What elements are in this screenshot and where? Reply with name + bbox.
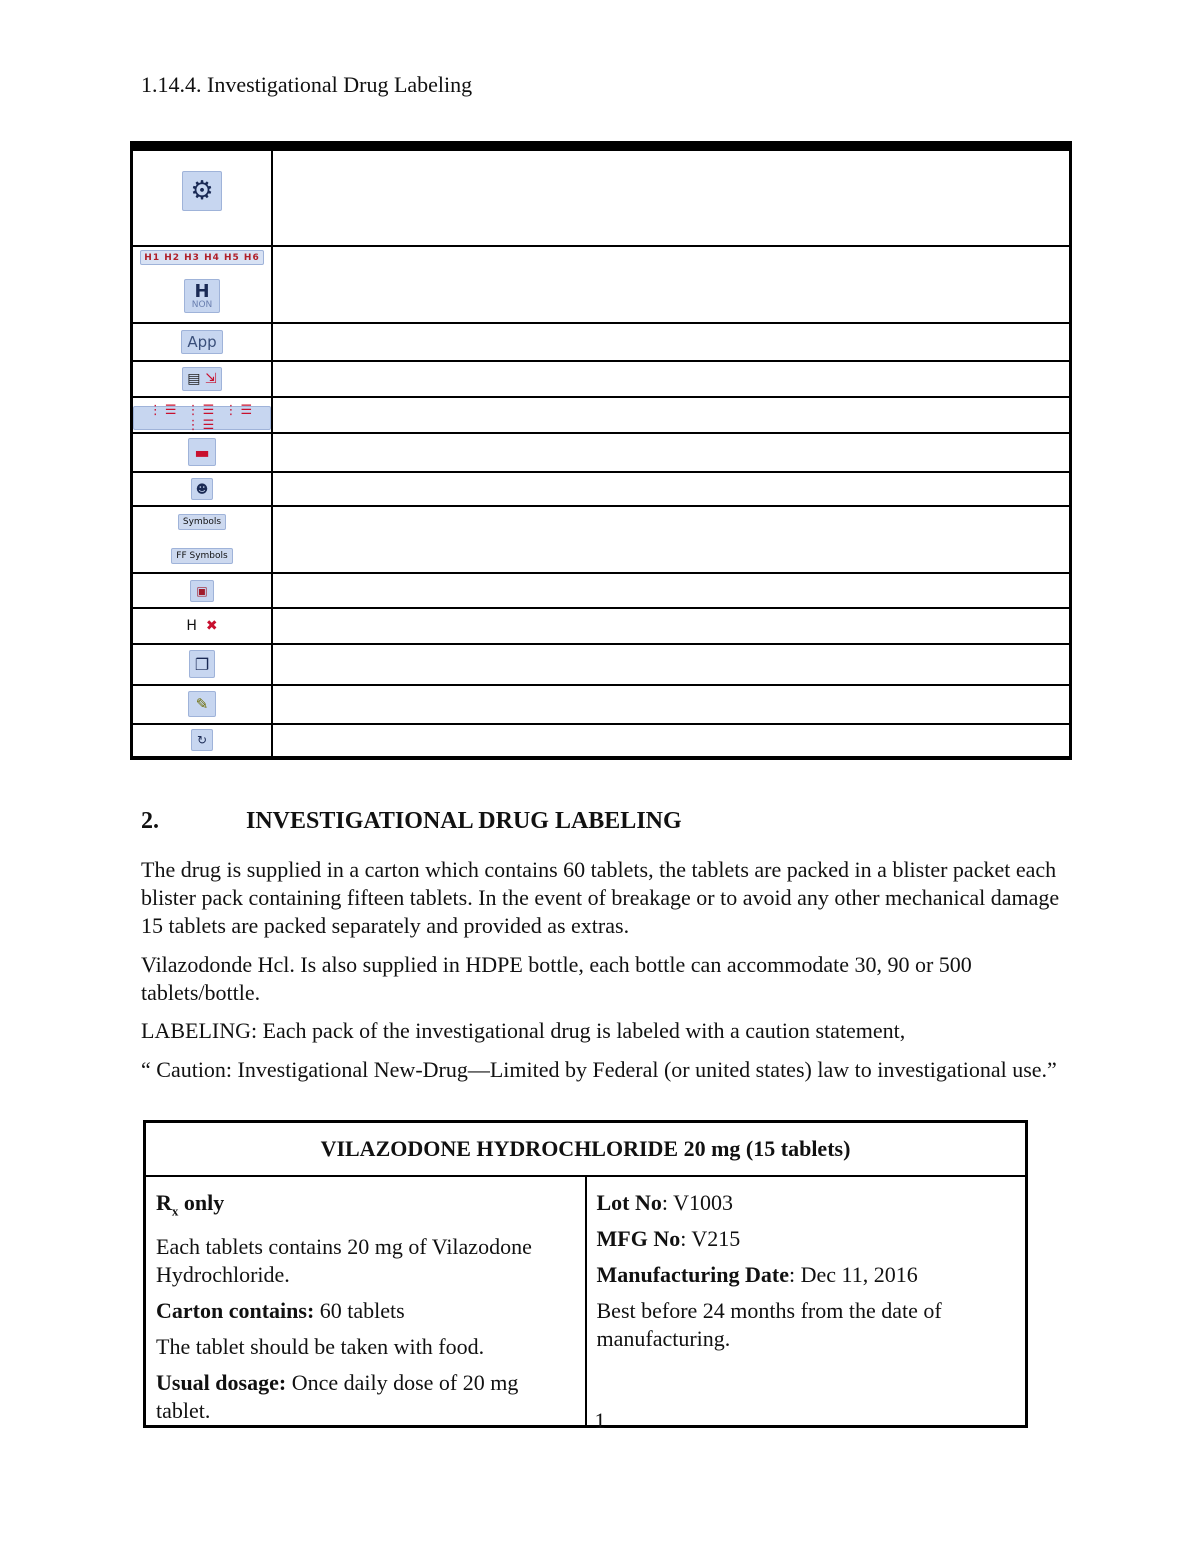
section-title: INVESTIGATIONAL DRUG LABELING [246, 808, 682, 834]
document-insert-icon: ▤ ⇲ [182, 367, 221, 391]
gears-icon: ⚙ [182, 171, 222, 211]
usual-dosage: Usual dosage: Once daily dose of 20 mg tablet. [156, 1370, 519, 1424]
clipboard-icon: ▣ [190, 580, 214, 602]
heading-levels-icon: H1 H2 H3 H4 H5 H6 [140, 250, 263, 265]
label-right-column [586, 1176, 1027, 1427]
page-title: 1.14.4. Investigational Drug Labeling [141, 72, 473, 97]
table-row [132, 361, 1071, 396]
icon-cell [132, 397, 273, 433]
remove-heading-icon: H ✖ [182, 616, 221, 636]
icon-cell [132, 146, 273, 246]
description-cell [272, 685, 1071, 723]
table-row [132, 397, 1071, 433]
table-row [132, 724, 1071, 758]
table-row [132, 146, 1071, 246]
label-title-row [145, 1122, 1027, 1177]
person-icon: ☻ [191, 478, 213, 500]
copy-pages-icon: ❐ [189, 650, 215, 678]
table-row [132, 644, 1071, 685]
rx-only: $R_x$ only [156, 1190, 225, 1219]
page-number: 1 [594, 1408, 606, 1433]
description-cell [272, 146, 1071, 246]
icon-cell [132, 361, 273, 396]
icon-cell [132, 246, 273, 323]
description-cell [272, 397, 1071, 433]
table-row [132, 608, 1071, 643]
description-cell [272, 644, 1071, 685]
description-cell [272, 573, 1071, 608]
heading-non-icon: H NON [184, 279, 220, 313]
icon-cell [132, 608, 273, 643]
description-cell [272, 361, 1071, 396]
app-icon: App [181, 330, 222, 354]
description-cell [272, 433, 1071, 471]
toolbar-icon-table [130, 141, 1072, 760]
section-heading [141, 808, 682, 835]
food-note: The tablet should be taken with food. [156, 1334, 485, 1360]
table-row [132, 433, 1071, 471]
label-title: VILAZODONE HYDROCHLORIDE 20 mg (15 tablets) [145, 1122, 1027, 1177]
symbols-icon: Symbols [178, 514, 226, 530]
icon-cell [132, 472, 273, 506]
manufacturing-date: Manufacturing Date: Dec 11, 2016 [596, 1262, 918, 1287]
carton-contains: Carton contains: 60 tablets [156, 1298, 405, 1324]
icon-cell [132, 724, 273, 758]
icon-cell [132, 573, 273, 608]
icon-cell [132, 685, 273, 723]
description-cell [272, 246, 1071, 323]
label-body-row [145, 1176, 1027, 1427]
icon-cell [132, 644, 273, 685]
description-cell [272, 724, 1071, 758]
description-cell [272, 506, 1071, 573]
label-left-column [145, 1176, 586, 1427]
each-tablet-text: Each tablets contains 20 mg of Vilazodone Hydrochloride. [156, 1234, 532, 1288]
table-row [132, 573, 1071, 608]
list-styles-icon: ⋮☰ ⋮☰ ⋮☰ ⋮☰ [133, 406, 271, 430]
mfg-number: MFG No: V215 [596, 1226, 741, 1251]
table-row [132, 323, 1071, 361]
description-cell [272, 608, 1071, 643]
icon-cell [132, 433, 273, 471]
lot-number: Lot No: V1003 [596, 1190, 733, 1215]
drug-label [143, 1120, 1028, 1428]
table-row [132, 506, 1071, 573]
paragraph-bottle: Vilazodonde Hcl. Is also supplied in HDPE bottle, each bottle can accommodate 30, 90 or 500 tablets/bottle. [141, 952, 972, 1005]
description-cell [272, 323, 1071, 361]
ff-symbols-icon: FF Symbols [171, 548, 232, 564]
table-row [132, 472, 1071, 506]
section-number: 2. [141, 808, 159, 834]
paragraph-caution: “ Caution: Investigational New-Drug—Limited by Federal (or united states) law to investigational use.” [141, 1057, 1057, 1082]
table-row [132, 246, 1071, 323]
paragraph-packaging: The drug is supplied in a carton which contains 60 tablets, the tablets are packed in a blister packet each blister pack containing fifteen tablets. In the event of breakage or to avoid any other mechanical damage 15 tablets are packed separately and provided as extras. [141, 857, 1060, 938]
table-row [132, 685, 1071, 723]
document-arrow-icon: ↻ [191, 729, 213, 751]
edit-list-icon: ✎ [188, 691, 216, 717]
paragraph-labeling: LABELING: Each pack of the investigational drug is labeled with a caution statement, [141, 1018, 906, 1043]
description-cell [272, 472, 1071, 506]
icon-cell [132, 323, 273, 361]
icon-cell [132, 506, 273, 573]
best-before: Best before 24 months from the date of manufacturing. [596, 1298, 942, 1351]
insert-line-icon: ▬ [188, 438, 216, 466]
